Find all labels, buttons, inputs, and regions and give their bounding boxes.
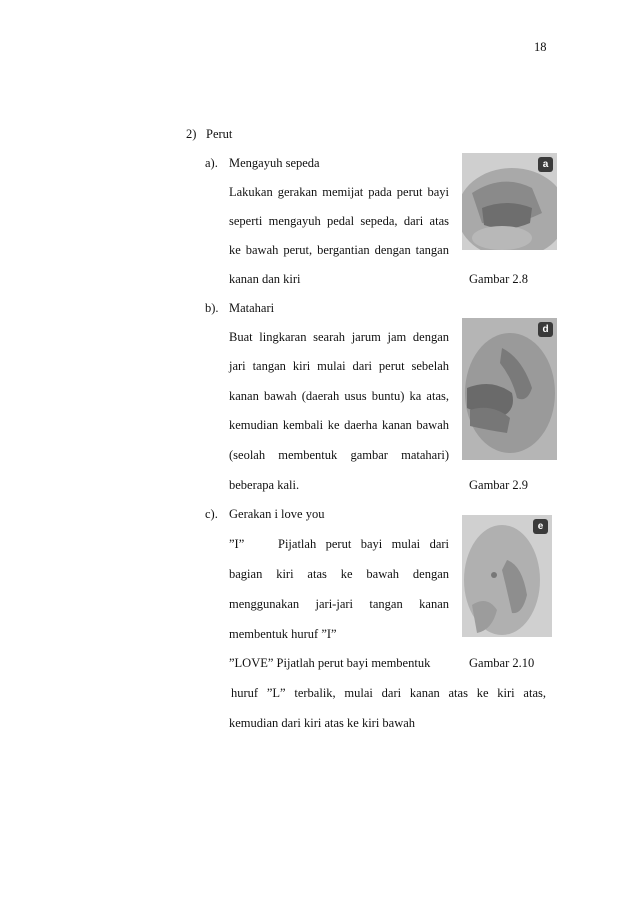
item-c-wide-line-1: huruf ”L” terbalik, mulai dari kanan atas ke kiri atas,: [231, 686, 546, 700]
item-b-line-2: jari tangan kiri mulai dari perut sebelah: [229, 359, 449, 373]
item-b-line-3: kanan bawah (daerah usus buntu) ka atas,: [229, 389, 449, 403]
figure-2-8-photo: [462, 153, 557, 250]
item-c-title: Gerakan i love you: [229, 507, 325, 521]
section-title: Perut: [206, 127, 233, 141]
item-c-i-label: ”I”: [229, 537, 245, 551]
page-number: 18: [534, 40, 547, 54]
figure-2-10-photo: [462, 515, 552, 637]
item-c-line-2: menggunakan jari-jari tangan kanan: [229, 597, 449, 611]
item-a-line-4: kanan dan kiri: [229, 272, 301, 286]
item-c-i-text: Pijatlah perut bayi mulai dari: [278, 537, 449, 551]
item-a-line-2: seperti mengayuh pedal sepeda, dari atas: [229, 214, 449, 228]
item-c-line-3: membentuk huruf ”I”: [229, 627, 337, 641]
figure-2-10-badge: e: [533, 519, 548, 534]
item-a-title: Mengayuh sepeda: [229, 156, 320, 170]
item-c-love-line: ”LOVE” Pijatlah perut bayi membentuk: [229, 656, 431, 670]
item-b-line-1: Buat lingkaran searah jarum jam dengan: [229, 330, 449, 344]
baby-massage-photo-d: [462, 318, 557, 460]
item-c-wide-line-2: kemudian dari kiri atas ke kiri bawah: [229, 716, 416, 730]
item-b-title: Matahari: [229, 301, 275, 315]
item-a-line-3: ke bawah perut, bergantian dengan tangan: [229, 243, 449, 257]
figure-2-8-badge: a: [538, 157, 553, 172]
figure-2-9-badge: d: [538, 322, 553, 337]
section-number: 2): [186, 127, 197, 141]
figure-2-10-caption: Gambar 2.10: [469, 656, 535, 670]
figure-2-9-caption: Gambar 2.9: [469, 478, 529, 492]
figure-2-9-photo: [462, 318, 557, 460]
figure-2-8-caption: Gambar 2.8: [469, 272, 529, 286]
item-b-label: b).: [205, 301, 219, 315]
item-a-label: a).: [205, 156, 218, 170]
item-b-line-5: (seolah membentuk gambar matahari): [229, 448, 449, 462]
item-b-line-4: kemudian kembali ke daerha kanan bawah: [229, 418, 449, 432]
item-c-label: c).: [205, 507, 218, 521]
item-c-line-1: bagian kiri atas ke bawah dengan: [229, 567, 449, 581]
item-b-line-6: beberapa kali.: [229, 478, 300, 492]
item-a-line-1: Lakukan gerakan memijat pada perut bayi: [229, 185, 449, 199]
